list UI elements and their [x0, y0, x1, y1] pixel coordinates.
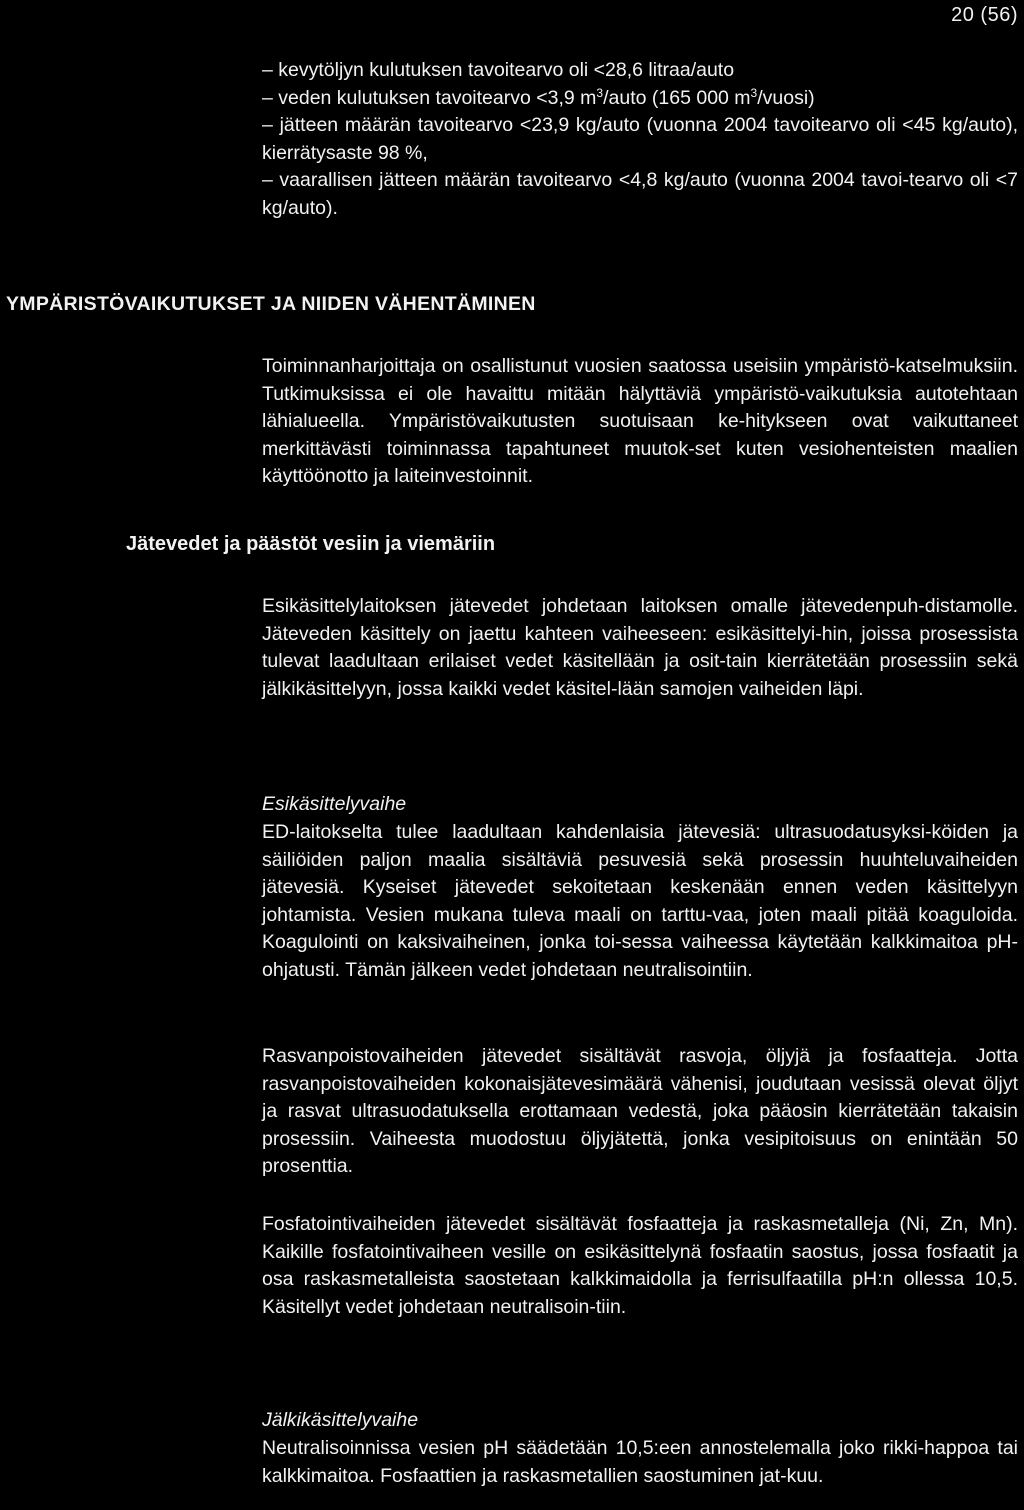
intro-paragraph: Toiminnanharjoittaja on osallistunut vuosien saatossa useisiin ympäristö-katselmuksiin. Tutkimuksissa ei ole havaittu mitään hälyttäviä ympäristö-vaikutuksia autotehtaan lähialueella. Ympäristövaikutusten suotuisaan ke-hitykseen ovat vaikuttaneet merkittävästi toiminnassa tapahtuneet muutok-set kuten vesiohenteisten maalien käyttöönotto ja laiteinvestoinnit.	[262, 355, 1018, 487]
pretreatment-paragraph: Esikäsittelylaitoksen jätevedet johdetaan laitoksen omalle jätevedenpuh-distamolle. Jäteveden käsittely on jaettu kahteen vaiheeseen: esikäsittelyi-hin, joissa prosessista tulevat laadultaan erilaiset vedet käsitellään ja osit-tain kierrätetään prosessiin sekä jälkikäsittelyyn, jossa kaikki vedet käsitel-lään samojen vaiheiden läpi.	[262, 595, 1018, 700]
ed-paragraph: ED-laitokselta tulee laadultaan kahdenlaisia jätevesiä: ultrasuodatusyksi-köiden ja säiliöiden paljon maalia sisältäviä pesuvesiä sekä prosessin huuhteluvaiheiden jätevesiä. Kyseiset jätevedet sekoitetaan keskenään ennen veden käsittelyyn johtamista. Vesien mukana tuleva maali on tarttu-vaa, joten maali pitää koaguloida. Koagulointi on kaksivaiheinen, jonka toi-sessa vaiheessa käytetään kalkkimaitoa pH-ohjatusti. Tämän jälkeen vedet johdetaan neutralisointiin.	[262, 821, 1018, 981]
bullet-list	[262, 57, 1018, 222]
bullet-text: – veden kulutuksen tavoitearvo <3,9 m	[262, 86, 597, 109]
degreasing-paragraph: Rasvanpoistovaiheiden jätevedet sisältävät rasvoja, öljyjä ja fosfaatteja. Jotta rasvanpoistovaiheiden kokonaisjätevesimäärä vähenisi, joudutaan vesissä olevat öljyt ja rasvat ultrasuodatuksella erottamaan vedestä, joka pääosin kierrätetään takaisin prosessiin. Vaiheesta muodostuu öljyjätettä, jonka vesipitoisuus on enintään 50 prosenttia.	[262, 1045, 1018, 1177]
bullet-item: – jätteen määrän tavoitearvo <23,9 kg/auto (vuonna 2004 tavoitearvo oli <45 kg/auto), kierrätysaste 98 %,	[262, 114, 1018, 164]
page-number: 20 (56)	[951, 4, 1018, 26]
bullet-text: /auto (165 000 m	[603, 86, 751, 109]
bullet-item	[262, 85, 1018, 113]
subsection-heading: Jätevedet ja päästöt vesiin ja viemäriin	[126, 533, 496, 555]
superscript: 3	[750, 85, 758, 100]
pretreatment-phase-heading: Esikäsittelyvaihe	[262, 793, 407, 815]
post-treatment-phase-heading: Jälkikäsittelyvaihe	[262, 1409, 419, 1431]
bullet-item: – vaarallisen jätteen määrän tavoitearvo <4,8 kg/auto (vuonna 2004 tavoi-tearvo oli <7 kg/auto).	[262, 169, 1018, 219]
section-heading: YMPÄRISTÖVAIKUTUKSET JA NIIDEN VÄHENTÄMINEN	[6, 293, 536, 315]
bullet-text: /vuosi)	[757, 86, 815, 109]
bullet-item: – kevytöljyn kulutuksen tavoitearvo oli <28,6 litraa/auto	[262, 59, 735, 81]
neutralisation-paragraph: Neutralisoinnissa vesien pH säädetään 10,5:een annostelemalla joko rikki-happoa tai kalkkimaitoa. Fosfaattien ja raskasmetallien saostuminen jat-kuu.	[262, 1437, 1018, 1487]
superscript: 3	[596, 85, 604, 100]
phosphating-paragraph: Fosfatointivaiheiden jätevedet sisältävät fosfaatteja ja raskasmetalleja (Ni, Zn, Mn). Kaikille fosfatointivaiheen vesille on esikäsittelynä fosfaatin saostus, jossa fosfaatit ja osa raskasmetalleista saostetaan kalkkimaidolla ja ferrisulfaatilla pH:n ollessa 10,5. Käsitellyt vedet johdetaan neutralisoin-tiin.	[262, 1213, 1018, 1318]
